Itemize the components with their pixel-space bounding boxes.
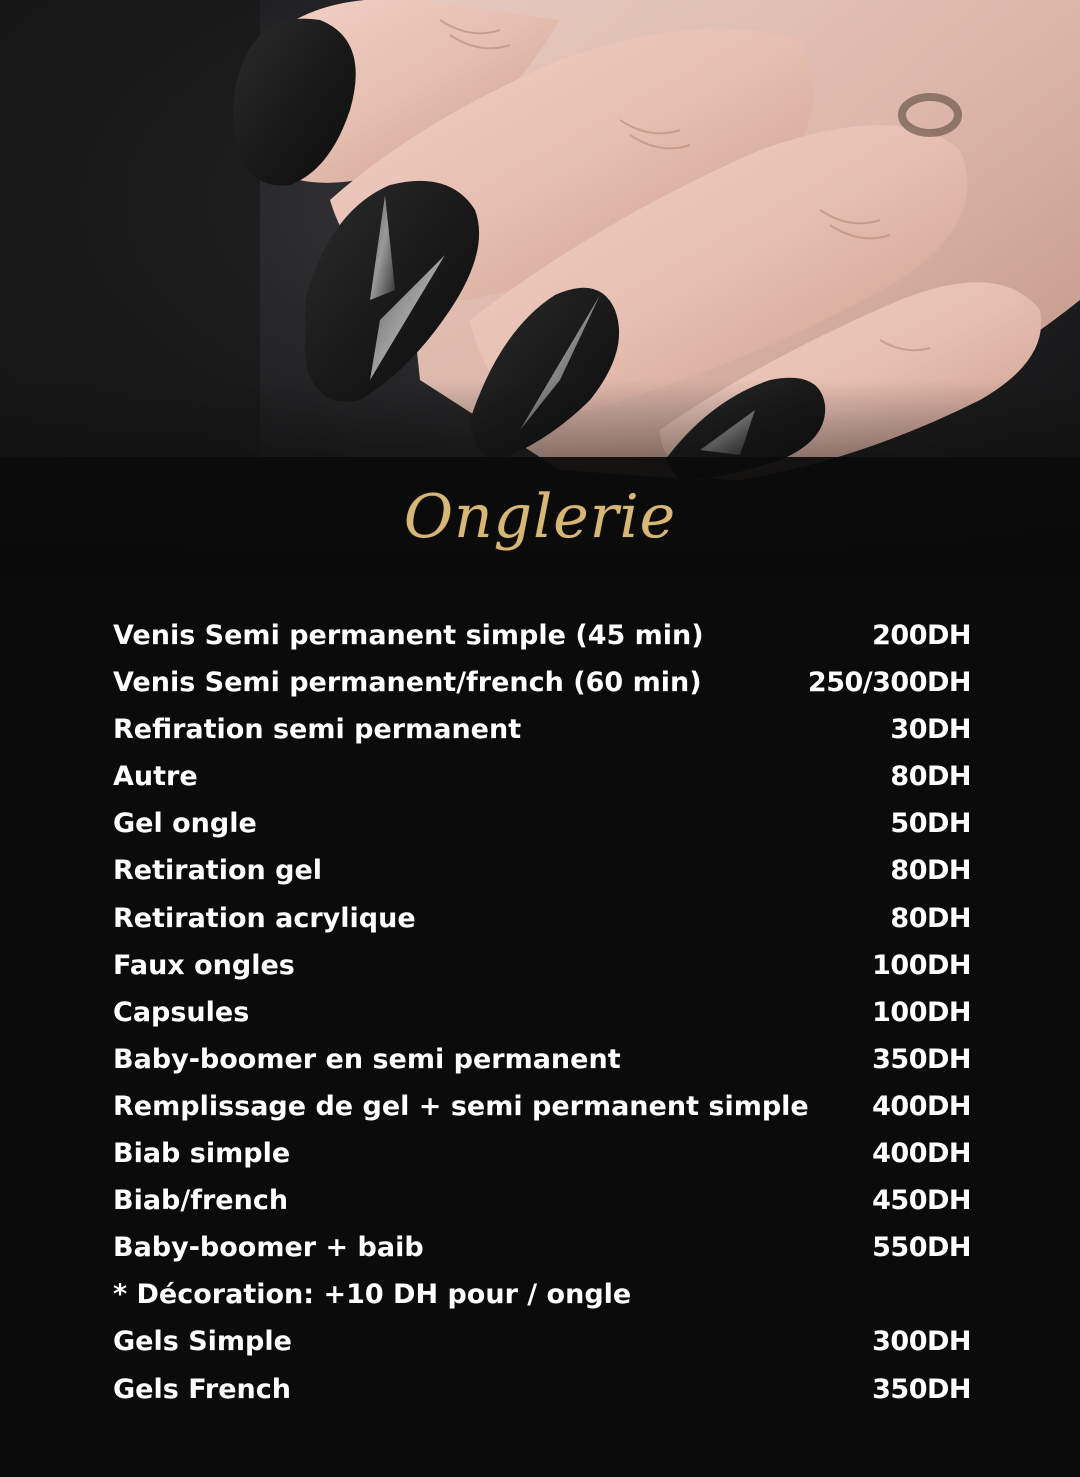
service-name: Refiration semi permanent bbox=[113, 714, 522, 746]
list-item bbox=[113, 706, 971, 753]
list-item bbox=[113, 1130, 971, 1177]
service-price: 50DH bbox=[890, 808, 971, 840]
list-item bbox=[113, 1177, 971, 1224]
list-item bbox=[113, 1318, 971, 1365]
list-item bbox=[113, 895, 971, 942]
service-price: 550DH bbox=[872, 1232, 971, 1264]
service-price: 100DH bbox=[872, 996, 971, 1028]
list-item bbox=[113, 1083, 971, 1130]
service-name: Autre bbox=[113, 761, 198, 793]
decoration-note bbox=[113, 1271, 971, 1318]
service-name: Venis Semi permanent simple (45 min) bbox=[113, 620, 704, 651]
service-price: 200DH bbox=[872, 620, 971, 651]
service-price: 300DH bbox=[872, 1326, 971, 1358]
service-name: Retiration acrylique bbox=[113, 902, 416, 934]
list-item bbox=[113, 659, 971, 706]
service-name: Biab simple bbox=[113, 1138, 291, 1170]
list-item bbox=[113, 1366, 971, 1413]
price-list bbox=[113, 612, 971, 1413]
note-text: * Décoration: +10 DH pour / ongle bbox=[113, 1279, 632, 1311]
list-item bbox=[113, 612, 971, 659]
service-name: Gels French bbox=[113, 1373, 291, 1405]
service-price: 450DH bbox=[872, 1185, 971, 1217]
list-item bbox=[113, 989, 971, 1036]
service-name: Gels Simple bbox=[113, 1326, 292, 1358]
service-price: 30DH bbox=[890, 714, 971, 746]
list-item bbox=[113, 753, 971, 800]
service-name: Baby-boomer + baib bbox=[113, 1232, 424, 1264]
list-item bbox=[113, 942, 971, 989]
section-title: Onglerie bbox=[403, 482, 677, 552]
service-name: Biab/french bbox=[113, 1185, 289, 1217]
service-name: Faux ongles bbox=[113, 949, 295, 981]
service-price: 400DH bbox=[872, 1090, 971, 1122]
service-name: Capsules bbox=[113, 996, 250, 1028]
service-price: 80DH bbox=[890, 902, 971, 934]
service-price: 80DH bbox=[890, 761, 971, 793]
service-price: 250/300DH bbox=[807, 667, 971, 699]
service-price: 400DH bbox=[872, 1138, 971, 1170]
list-item bbox=[113, 847, 971, 894]
list-item bbox=[113, 800, 971, 847]
service-price: 350DH bbox=[872, 1373, 971, 1405]
service-name: Venis Semi permanent/french (60 min) bbox=[113, 667, 702, 699]
service-price: 80DH bbox=[890, 855, 971, 887]
service-price: 100DH bbox=[872, 949, 971, 981]
service-name: Gel ongle bbox=[113, 808, 257, 840]
service-name: Remplissage de gel + semi permanent simple bbox=[113, 1090, 809, 1122]
service-price: 350DH bbox=[872, 1043, 971, 1075]
list-item bbox=[113, 1036, 971, 1083]
service-name: Retiration gel bbox=[113, 855, 323, 887]
list-item bbox=[113, 1224, 971, 1271]
service-name: Baby-boomer en semi permanent bbox=[113, 1043, 621, 1075]
